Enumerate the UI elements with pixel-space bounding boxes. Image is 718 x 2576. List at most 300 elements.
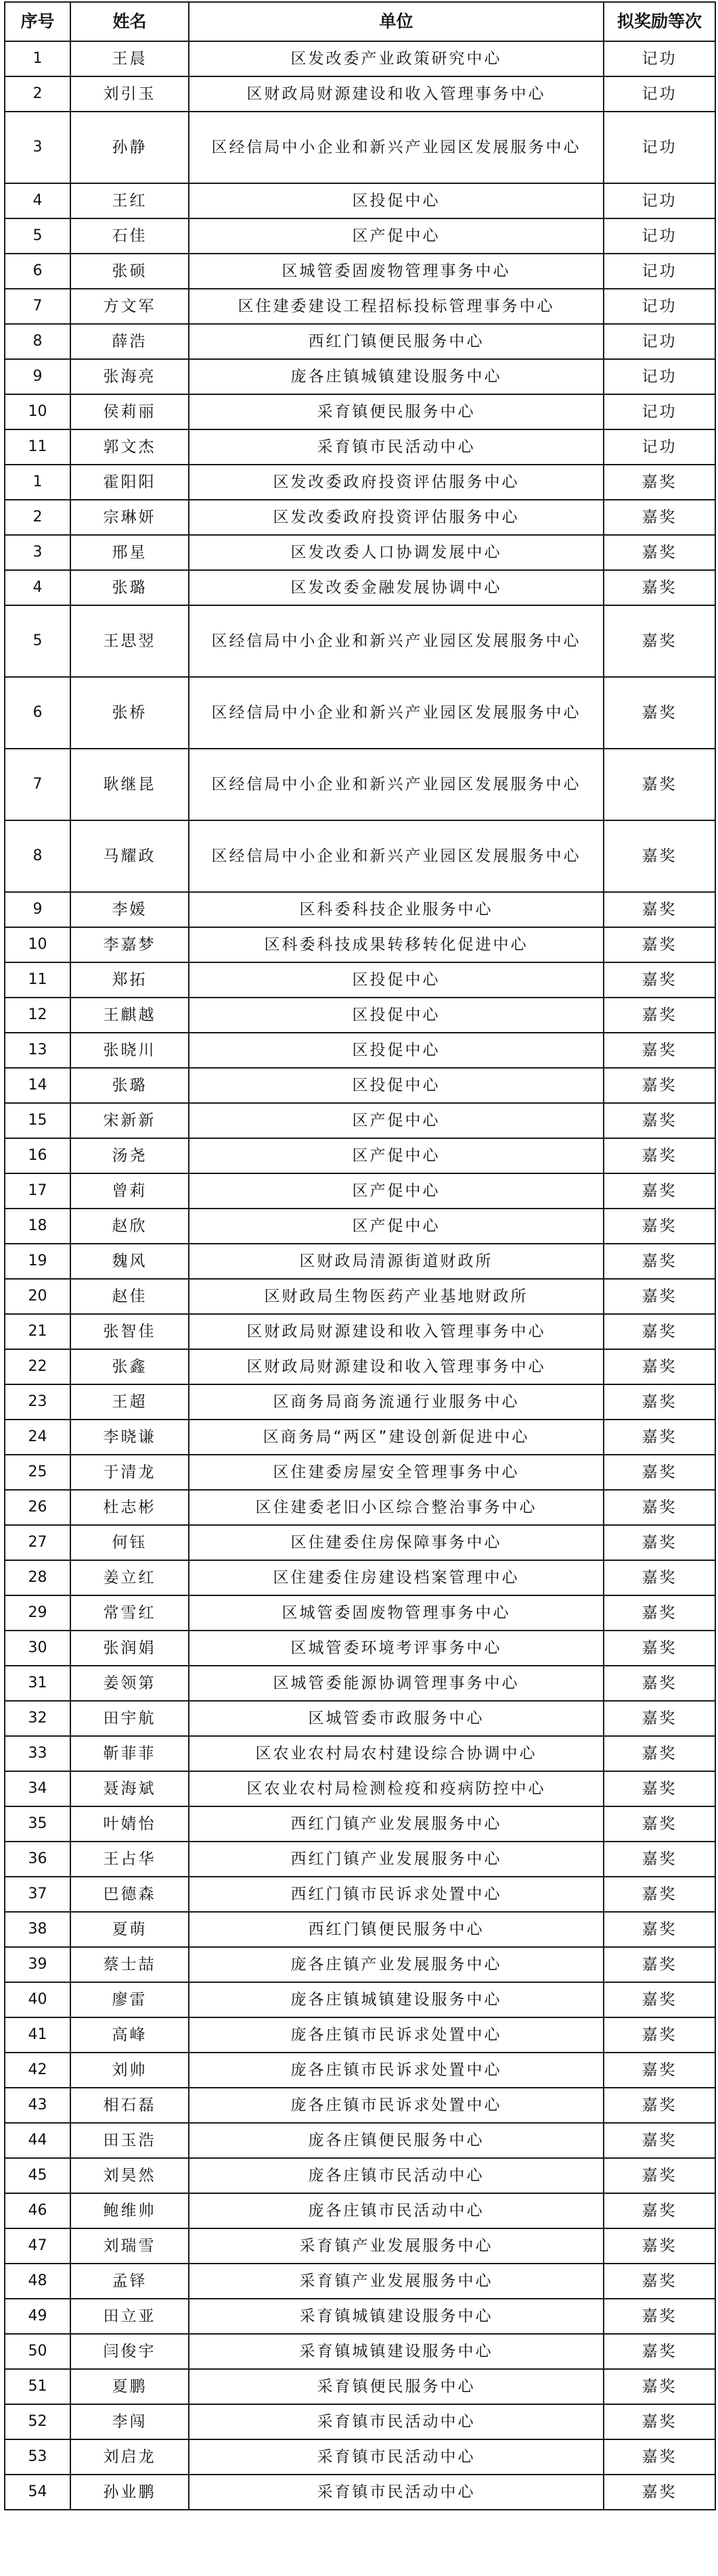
cell-name: 靳菲菲	[70, 1736, 189, 1771]
cell-unit: 区财政局财源建设和收入管理事务中心	[189, 1349, 604, 1384]
cell-seq: 7	[5, 749, 70, 820]
cell-unit: 西红门镇便民服务中心	[189, 1912, 604, 1947]
cell-unit: 区发改委金融发展协调中心	[189, 570, 604, 605]
cell-name: 高峰	[70, 2017, 189, 2053]
cell-level: 嘉奖	[604, 1912, 715, 1947]
cell-seq: 8	[5, 324, 70, 359]
cell-level: 嘉奖	[604, 2299, 715, 2334]
cell-unit: 区经信局中小企业和新兴产业园区发展服务中心	[189, 677, 604, 749]
table-row	[5, 2158, 715, 2193]
cell-seq: 21	[5, 1314, 70, 1349]
cell-level: 嘉奖	[604, 2228, 715, 2264]
cell-level: 嘉奖	[604, 1560, 715, 1595]
cell-seq: 2	[5, 500, 70, 535]
cell-seq: 13	[5, 1033, 70, 1068]
cell-name: 石佳	[70, 218, 189, 254]
cell-unit: 区发改委政府投资评估服务中心	[189, 465, 604, 500]
cell-unit: 区城管委固废物管理事务中心	[189, 254, 604, 289]
cell-unit: 庞各庄镇市民诉求处置中心	[189, 2017, 604, 2053]
cell-unit: 采育镇市民活动中心	[189, 2404, 604, 2439]
cell-name: 何钰	[70, 1525, 189, 1560]
cell-seq: 14	[5, 1068, 70, 1103]
cell-seq: 1	[5, 41, 70, 76]
cell-unit: 区城管委固废物管理事务中心	[189, 1595, 604, 1631]
cell-seq: 12	[5, 998, 70, 1033]
table-row	[5, 1560, 715, 1595]
cell-unit: 庞各庄镇市民诉求处置中心	[189, 2053, 604, 2088]
cell-name: 廖雷	[70, 1982, 189, 2017]
table-row	[5, 2088, 715, 2123]
cell-name: 耿继昆	[70, 749, 189, 820]
table-row	[5, 677, 715, 749]
table-row	[5, 2475, 715, 2510]
cell-seq: 49	[5, 2299, 70, 2334]
cell-name: 王麒越	[70, 998, 189, 1033]
cell-unit: 区住建委建设工程招标投标管理事务中心	[189, 289, 604, 324]
table-row	[5, 1631, 715, 1666]
cell-seq: 19	[5, 1244, 70, 1279]
table-row	[5, 1877, 715, 1912]
cell-level: 嘉奖	[604, 1068, 715, 1103]
cell-seq: 35	[5, 1806, 70, 1842]
cell-level: 嘉奖	[604, 2017, 715, 2053]
cell-seq: 17	[5, 1173, 70, 1209]
cell-unit: 区财政局财源建设和收入管理事务中心	[189, 1314, 604, 1349]
table-row	[5, 2123, 715, 2158]
cell-name: 李媛	[70, 892, 189, 927]
cell-name: 聂海斌	[70, 1771, 189, 1806]
table-row	[5, 1314, 715, 1349]
cell-unit: 区城管委环境考评事务中心	[189, 1631, 604, 1666]
cell-unit: 区科委科技企业服务中心	[189, 892, 604, 927]
cell-unit: 庞各庄镇城镇建设服务中心	[189, 1982, 604, 2017]
cell-seq: 18	[5, 1209, 70, 1244]
cell-seq: 29	[5, 1595, 70, 1631]
table-row	[5, 2264, 715, 2299]
cell-seq: 4	[5, 183, 70, 218]
cell-seq: 23	[5, 1384, 70, 1420]
cell-seq: 5	[5, 605, 70, 677]
cell-unit: 区农业农村局检测检疫和疫病防控中心	[189, 1771, 604, 1806]
cell-level: 嘉奖	[604, 535, 715, 570]
cell-unit: 区经信局中小企业和新兴产业园区发展服务中心	[189, 112, 604, 183]
cell-seq: 24	[5, 1420, 70, 1455]
table-row	[5, 1173, 715, 1209]
cell-name: 薛浩	[70, 324, 189, 359]
cell-unit: 区住建委住房建设档案管理中心	[189, 1560, 604, 1595]
cell-level: 记功	[604, 254, 715, 289]
cell-name: 常雪红	[70, 1595, 189, 1631]
table-row	[5, 289, 715, 324]
table-row	[5, 1771, 715, 1806]
cell-level: 嘉奖	[604, 1631, 715, 1666]
cell-name: 李闯	[70, 2404, 189, 2439]
table-row	[5, 1701, 715, 1736]
cell-unit: 采育镇便民服务中心	[189, 394, 604, 429]
cell-name: 闫俊宇	[70, 2334, 189, 2369]
cell-unit: 区城管委市政服务中心	[189, 1701, 604, 1736]
cell-level: 嘉奖	[604, 2123, 715, 2158]
table-row	[5, 359, 715, 394]
cell-seq: 10	[5, 394, 70, 429]
cell-name: 刘引玉	[70, 76, 189, 112]
table-row	[5, 2228, 715, 2264]
cell-level: 嘉奖	[604, 1455, 715, 1490]
cell-level: 嘉奖	[604, 465, 715, 500]
cell-unit: 庞各庄镇市民活动中心	[189, 2193, 604, 2228]
cell-name: 曾莉	[70, 1173, 189, 1209]
cell-level: 嘉奖	[604, 2404, 715, 2439]
cell-seq: 34	[5, 1771, 70, 1806]
table-row	[5, 2334, 715, 2369]
table-row	[5, 2193, 715, 2228]
cell-level: 嘉奖	[604, 2369, 715, 2404]
cell-name: 田宇航	[70, 1701, 189, 1736]
cell-unit: 采育镇便民服务中心	[189, 2369, 604, 2404]
cell-unit: 区投促中心	[189, 962, 604, 998]
cell-level: 嘉奖	[604, 1349, 715, 1384]
cell-level: 嘉奖	[604, 998, 715, 1033]
cell-level: 嘉奖	[604, 1947, 715, 1982]
cell-name: 田立亚	[70, 2299, 189, 2334]
cell-unit: 区住建委房屋安全管理事务中心	[189, 1455, 604, 1490]
table-row	[5, 1490, 715, 1525]
cell-name: 杜志彬	[70, 1490, 189, 1525]
table-row	[5, 183, 715, 218]
cell-unit: 区投促中心	[189, 183, 604, 218]
cell-seq: 54	[5, 2475, 70, 2510]
cell-seq: 32	[5, 1701, 70, 1736]
cell-seq: 9	[5, 892, 70, 927]
cell-name: 刘瑞雪	[70, 2228, 189, 2264]
cell-unit: 区财政局生物医药产业基地财政所	[189, 1279, 604, 1314]
cell-seq: 39	[5, 1947, 70, 1982]
cell-unit: 采育镇城镇建设服务中心	[189, 2334, 604, 2369]
cell-level: 记功	[604, 324, 715, 359]
cell-seq: 46	[5, 2193, 70, 2228]
cell-name: 刘昊然	[70, 2158, 189, 2193]
cell-level: 嘉奖	[604, 1314, 715, 1349]
cell-name: 于清龙	[70, 1455, 189, 1490]
table-row	[5, 2369, 715, 2404]
cell-unit: 西红门镇便民服务中心	[189, 324, 604, 359]
cell-name: 巴德森	[70, 1877, 189, 1912]
cell-unit: 采育镇市民活动中心	[189, 2439, 604, 2475]
table-row	[5, 1455, 715, 1490]
cell-seq: 33	[5, 1736, 70, 1771]
cell-seq: 9	[5, 359, 70, 394]
cell-seq: 5	[5, 218, 70, 254]
table-row	[5, 1384, 715, 1420]
cell-seq: 4	[5, 570, 70, 605]
cell-level: 嘉奖	[604, 1138, 715, 1173]
cell-unit: 区经信局中小企业和新兴产业园区发展服务中心	[189, 749, 604, 820]
cell-name: 郑拓	[70, 962, 189, 998]
cell-seq: 15	[5, 1103, 70, 1138]
cell-level: 嘉奖	[604, 1209, 715, 1244]
cell-level: 嘉奖	[604, 2475, 715, 2510]
cell-unit: 区农业农村局农村建设综合协调中心	[189, 1736, 604, 1771]
table-row	[5, 1244, 715, 1279]
cell-name: 王占华	[70, 1842, 189, 1877]
cell-name: 张璐	[70, 570, 189, 605]
cell-name: 夏鹏	[70, 2369, 189, 2404]
table-row	[5, 429, 715, 465]
cell-seq: 43	[5, 2088, 70, 2123]
cell-level: 嘉奖	[604, 1384, 715, 1420]
cell-name: 张智佳	[70, 1314, 189, 1349]
table-row	[5, 465, 715, 500]
cell-level: 嘉奖	[604, 1736, 715, 1771]
cell-name: 夏萌	[70, 1912, 189, 1947]
cell-seq: 27	[5, 1525, 70, 1560]
cell-seq: 40	[5, 1982, 70, 2017]
table-row	[5, 1595, 715, 1631]
cell-name: 邢星	[70, 535, 189, 570]
cell-seq: 42	[5, 2053, 70, 2088]
cell-name: 张海亮	[70, 359, 189, 394]
cell-level: 嘉奖	[604, 927, 715, 962]
cell-seq: 48	[5, 2264, 70, 2299]
cell-name: 孙业鹏	[70, 2475, 189, 2510]
table-header	[5, 2, 715, 41]
cell-level: 嘉奖	[604, 500, 715, 535]
cell-level: 嘉奖	[604, 2264, 715, 2299]
table-row	[5, 112, 715, 183]
cell-level: 嘉奖	[604, 2088, 715, 2123]
cell-seq: 44	[5, 2123, 70, 2158]
cell-unit: 西红门镇产业发展服务中心	[189, 1806, 604, 1842]
cell-unit: 庞各庄镇市民活动中心	[189, 2158, 604, 2193]
cell-name: 王思翌	[70, 605, 189, 677]
table-row	[5, 998, 715, 1033]
table-row	[5, 324, 715, 359]
cell-name: 霍阳阳	[70, 465, 189, 500]
cell-unit: 区产促中心	[189, 1173, 604, 1209]
cell-level: 记功	[604, 289, 715, 324]
cell-name: 姜立红	[70, 1560, 189, 1595]
cell-name: 叶婧怡	[70, 1806, 189, 1842]
table-row	[5, 1068, 715, 1103]
cell-unit: 区发改委产业政策研究中心	[189, 41, 604, 76]
cell-seq: 20	[5, 1279, 70, 1314]
table-row	[5, 1420, 715, 1455]
cell-name: 鲍维帅	[70, 2193, 189, 2228]
cell-unit: 庞各庄镇便民服务中心	[189, 2123, 604, 2158]
cell-unit: 庞各庄镇产业发展服务中心	[189, 1947, 604, 1982]
header-row	[5, 2, 715, 41]
cell-name: 赵佳	[70, 1279, 189, 1314]
cell-name: 魏风	[70, 1244, 189, 1279]
cell-unit: 采育镇城镇建设服务中心	[189, 2299, 604, 2334]
cell-name: 张桥	[70, 677, 189, 749]
cell-level: 嘉奖	[604, 677, 715, 749]
cell-seq: 28	[5, 1560, 70, 1595]
cell-unit: 区住建委住房保障事务中心	[189, 1525, 604, 1560]
table-row	[5, 1912, 715, 1947]
table-row	[5, 749, 715, 820]
table-row	[5, 218, 715, 254]
cell-unit: 区经信局中小企业和新兴产业园区发展服务中心	[189, 605, 604, 677]
cell-seq: 30	[5, 1631, 70, 1666]
cell-level: 嘉奖	[604, 1877, 715, 1912]
cell-level: 嘉奖	[604, 2334, 715, 2369]
cell-unit: 区财政局财源建设和收入管理事务中心	[189, 76, 604, 112]
cell-unit: 西红门镇产业发展服务中心	[189, 1842, 604, 1877]
cell-unit: 区发改委政府投资评估服务中心	[189, 500, 604, 535]
cell-level: 嘉奖	[604, 1595, 715, 1631]
table-row	[5, 1279, 715, 1314]
cell-name: 郭文杰	[70, 429, 189, 465]
cell-seq: 38	[5, 1912, 70, 1947]
cell-level: 嘉奖	[604, 2053, 715, 2088]
header-level: 拟奖励等次	[604, 2, 715, 41]
cell-unit: 采育镇市民活动中心	[189, 429, 604, 465]
cell-unit: 西红门镇市民诉求处置中心	[189, 1877, 604, 1912]
cell-level: 嘉奖	[604, 1420, 715, 1455]
cell-level: 嘉奖	[604, 1666, 715, 1701]
cell-level: 嘉奖	[604, 1842, 715, 1877]
table-row	[5, 1736, 715, 1771]
cell-unit: 采育镇产业发展服务中心	[189, 2264, 604, 2299]
table-row	[5, 2017, 715, 2053]
cell-seq: 2	[5, 76, 70, 112]
table-row	[5, 1947, 715, 1982]
table-row	[5, 1982, 715, 2017]
cell-seq: 7	[5, 289, 70, 324]
cell-unit: 庞各庄镇市民诉求处置中心	[189, 2088, 604, 2123]
cell-seq: 47	[5, 2228, 70, 2264]
cell-unit: 采育镇市民活动中心	[189, 2475, 604, 2510]
cell-unit: 区产促中心	[189, 218, 604, 254]
cell-seq: 36	[5, 1842, 70, 1877]
cell-level: 嘉奖	[604, 570, 715, 605]
cell-name: 刘启龙	[70, 2439, 189, 2475]
table-row	[5, 1806, 715, 1842]
cell-name: 蔡士喆	[70, 1947, 189, 1982]
cell-level: 嘉奖	[604, 1490, 715, 1525]
awards-table	[4, 1, 716, 2510]
table-row	[5, 820, 715, 892]
cell-unit: 区住建委老旧小区综合整治事务中心	[189, 1490, 604, 1525]
cell-seq: 50	[5, 2334, 70, 2369]
table-row	[5, 1349, 715, 1384]
cell-level: 嘉奖	[604, 1244, 715, 1279]
cell-name: 赵欣	[70, 1209, 189, 1244]
cell-seq: 16	[5, 1138, 70, 1173]
table-row	[5, 1666, 715, 1701]
cell-name: 宗琳妍	[70, 500, 189, 535]
table-body	[5, 41, 715, 2510]
cell-name: 李晓谦	[70, 1420, 189, 1455]
table-row	[5, 570, 715, 605]
cell-name: 宋新新	[70, 1103, 189, 1138]
table-row	[5, 2053, 715, 2088]
table-row	[5, 535, 715, 570]
cell-level: 记功	[604, 394, 715, 429]
cell-level: 嘉奖	[604, 962, 715, 998]
cell-unit: 区经信局中小企业和新兴产业园区发展服务中心	[189, 820, 604, 892]
cell-name: 李嘉梦	[70, 927, 189, 962]
cell-unit: 区产促中心	[189, 1209, 604, 1244]
cell-seq: 53	[5, 2439, 70, 2475]
cell-unit: 区商务局“两区”建设创新促进中心	[189, 1420, 604, 1455]
cell-unit: 庞各庄镇城镇建设服务中心	[189, 359, 604, 394]
cell-seq: 51	[5, 2369, 70, 2404]
table-row	[5, 962, 715, 998]
cell-unit: 区财政局清源街道财政所	[189, 1244, 604, 1279]
cell-level: 记功	[604, 359, 715, 394]
cell-seq: 3	[5, 112, 70, 183]
cell-name: 张晓川	[70, 1033, 189, 1068]
table-row	[5, 1138, 715, 1173]
cell-unit: 区商务局商务流通行业服务中心	[189, 1384, 604, 1420]
table-row	[5, 1103, 715, 1138]
cell-unit: 区产促中心	[189, 1103, 604, 1138]
cell-seq: 1	[5, 465, 70, 500]
cell-name: 方文军	[70, 289, 189, 324]
cell-seq: 41	[5, 2017, 70, 2053]
table-row	[5, 500, 715, 535]
cell-level: 记功	[604, 429, 715, 465]
cell-level: 嘉奖	[604, 1033, 715, 1068]
cell-name: 张鑫	[70, 1349, 189, 1384]
cell-seq: 45	[5, 2158, 70, 2193]
cell-name: 刘帅	[70, 2053, 189, 2088]
cell-unit: 采育镇产业发展服务中心	[189, 2228, 604, 2264]
cell-level: 嘉奖	[604, 1982, 715, 2017]
cell-name: 孟铎	[70, 2264, 189, 2299]
cell-seq: 52	[5, 2404, 70, 2439]
cell-level: 嘉奖	[604, 1771, 715, 1806]
cell-seq: 26	[5, 1490, 70, 1525]
cell-unit: 区发改委人口协调发展中心	[189, 535, 604, 570]
cell-name: 孙静	[70, 112, 189, 183]
table-row	[5, 927, 715, 962]
cell-seq: 22	[5, 1349, 70, 1384]
cell-name: 张璐	[70, 1068, 189, 1103]
cell-level: 嘉奖	[604, 1103, 715, 1138]
table-row	[5, 1525, 715, 1560]
table-row	[5, 1209, 715, 1244]
table-row	[5, 394, 715, 429]
cell-name: 王红	[70, 183, 189, 218]
cell-seq: 8	[5, 820, 70, 892]
table-row	[5, 892, 715, 927]
cell-level: 嘉奖	[604, 2439, 715, 2475]
cell-level: 嘉奖	[604, 1806, 715, 1842]
cell-seq: 11	[5, 429, 70, 465]
cell-seq: 6	[5, 254, 70, 289]
cell-seq: 3	[5, 535, 70, 570]
cell-seq: 6	[5, 677, 70, 749]
cell-seq: 25	[5, 1455, 70, 1490]
cell-seq: 11	[5, 962, 70, 998]
cell-seq: 37	[5, 1877, 70, 1912]
cell-name: 姜领第	[70, 1666, 189, 1701]
table-row	[5, 2439, 715, 2475]
table-row	[5, 41, 715, 76]
cell-level: 嘉奖	[604, 1173, 715, 1209]
cell-level: 记功	[604, 76, 715, 112]
cell-unit: 区科委科技成果转移转化促进中心	[189, 927, 604, 962]
cell-name: 张硕	[70, 254, 189, 289]
cell-name: 王超	[70, 1384, 189, 1420]
table-row	[5, 2299, 715, 2334]
cell-name: 马耀政	[70, 820, 189, 892]
cell-level: 嘉奖	[604, 1701, 715, 1736]
cell-name: 田玉浩	[70, 2123, 189, 2158]
